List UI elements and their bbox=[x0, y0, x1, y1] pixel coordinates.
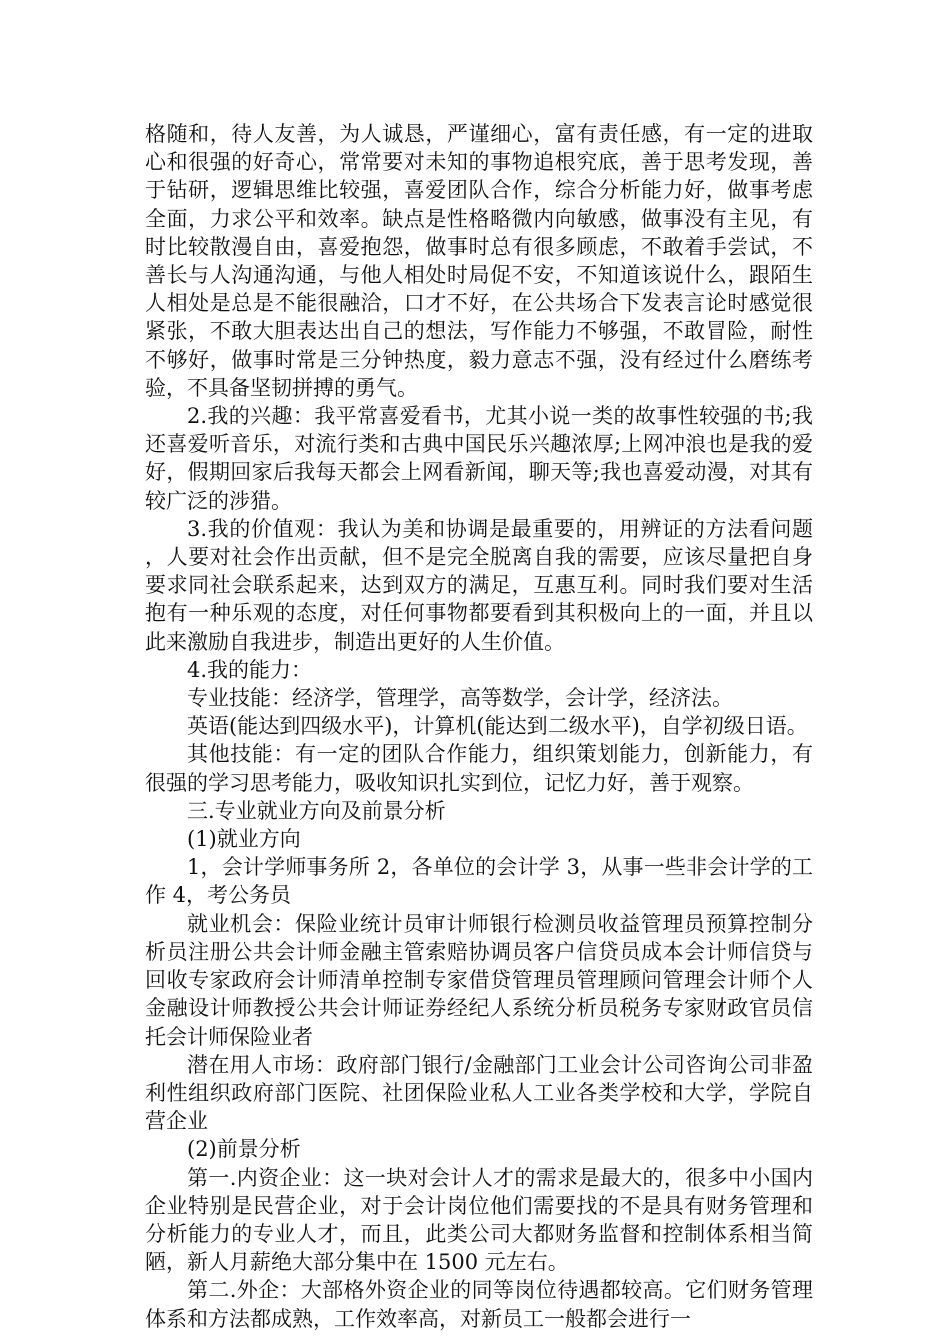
paragraph-abilities-heading: 4.我的能力： bbox=[187, 657, 313, 682]
subheading-employment-direction: (1)就业方向 bbox=[187, 827, 301, 852]
paragraph-domestic-enterprises: 第一.内资企业：这一块对会计人才的需求是最大的，很多中小国内企业特别是民营企业，对于会计岗位他们需要找的不是具有财务管理和分析能力的专业人才，而且，此类公司大都财务监督和控制体系相当简陋，新人月薪绝大部分集中在 1500 元左右。 bbox=[145, 1165, 813, 1275]
section-heading-career: 三.专业就业方向及前景分析 bbox=[187, 798, 446, 823]
paragraph-potential-market: 潜在用人市场：政府部门银行/金融部门工业会计公司咨询公司非盈利性组织政府部门医院、社团保险业私人工业各类学校和大学，学院自营企业 bbox=[145, 1052, 813, 1134]
subheading-prospect-analysis: (2)前景分析 bbox=[187, 1137, 301, 1162]
paragraph-personality: 格随和，待人友善，为人诚恳，严谨细心，富有责任感，有一定的进取心和很强的好奇心，常常要对未知的事物追根究底，善于思考发现，善于钻研，逻辑思维比较强，喜爱团队合作，综合分析能力好，做事考虑全面，力求公平和效率。缺点是性格略微内向敏感，做事没有主见，有时比较散漫自由，喜爱抱怨，做事时总有很多顾虑，不敢着手尝试，不善长与人沟通沟通，与他人相处时局促不安，不知道该说什么，跟陌生人相处是总是不能很融洽，口才不好，在公共场合下发表言论时感觉很紧张，不敢大胆表达出自己的想法，写作能力不够强，不敢冒险，耐性不够好，做事时常是三分钟热度，毅力意志不强，没有经过什么磨练考验，不具备坚韧拼搏的勇气。 bbox=[145, 122, 813, 400]
paragraph-language-skills: 英语(能达到四级水平)，计算机(能达到二级水平)，自学初级日语。 bbox=[187, 714, 808, 739]
paragraph-direction-list: 1，会计学师事务所 2，各单位的会计学 3，从事一些非会计学的工作 4，考公务员 bbox=[145, 855, 813, 908]
paragraph-values: 3.我的价值观：我认为美和协调是最重要的，用辨证的方法看问题，人要对社会作出贡献，但不是完全脱离自我的需要，应该尽量把自身要求同社会联系起来，达到双方的满足，互惠互利。同时我们要对生活抱有一种乐观的态度，对任何事物都要看到其积极向上的一面，并且以此来激励自我进步，制造出更好的人生价值。 bbox=[145, 516, 813, 654]
document-body bbox=[145, 120, 813, 1333]
paragraph-other-skills: 其他技能：有一定的团队合作能力，组织策划能力，创新能力，有很强的学习思考能力，吸收知识扎实到位，记忆力好，善于观察。 bbox=[145, 742, 813, 795]
paragraph-job-opportunities: 就业机会：保险业统计员审计师银行检测员收益管理员预算控制分析员注册公共会计师金融主管索赔协调员客户信贷员成本会计师信贷与回收专家政府会计师清单控制专家借贷管理员管理顾问管理会计师个人金融设计师教授公共会计师证券经纪人系统分析员税务专家财政官员信托会计师保险业者 bbox=[145, 911, 813, 1049]
paragraph-foreign-enterprises: 第二.外企：大部格外资企业的同等岗位待遇都较高。它们财务管理体系和方法都成熟，工作效率高，对新员工一般都会进行一 bbox=[145, 1278, 813, 1331]
paragraph-professional-skills: 专业技能：经济学，管理学，高等数学，会计学，经济法。 bbox=[187, 686, 733, 711]
paragraph-interests: 2.我的兴趣：我平常喜爱看书，尤其小说一类的故事性较强的书;我还喜爱听音乐，对流行类和古典中国民乐兴趣浓厚;上网冲浪也是我的爱好，假期回家后我每天都会上网看新闻，聊天等;我也喜爱动漫，对其有较广泛的涉猎。 bbox=[145, 404, 813, 513]
